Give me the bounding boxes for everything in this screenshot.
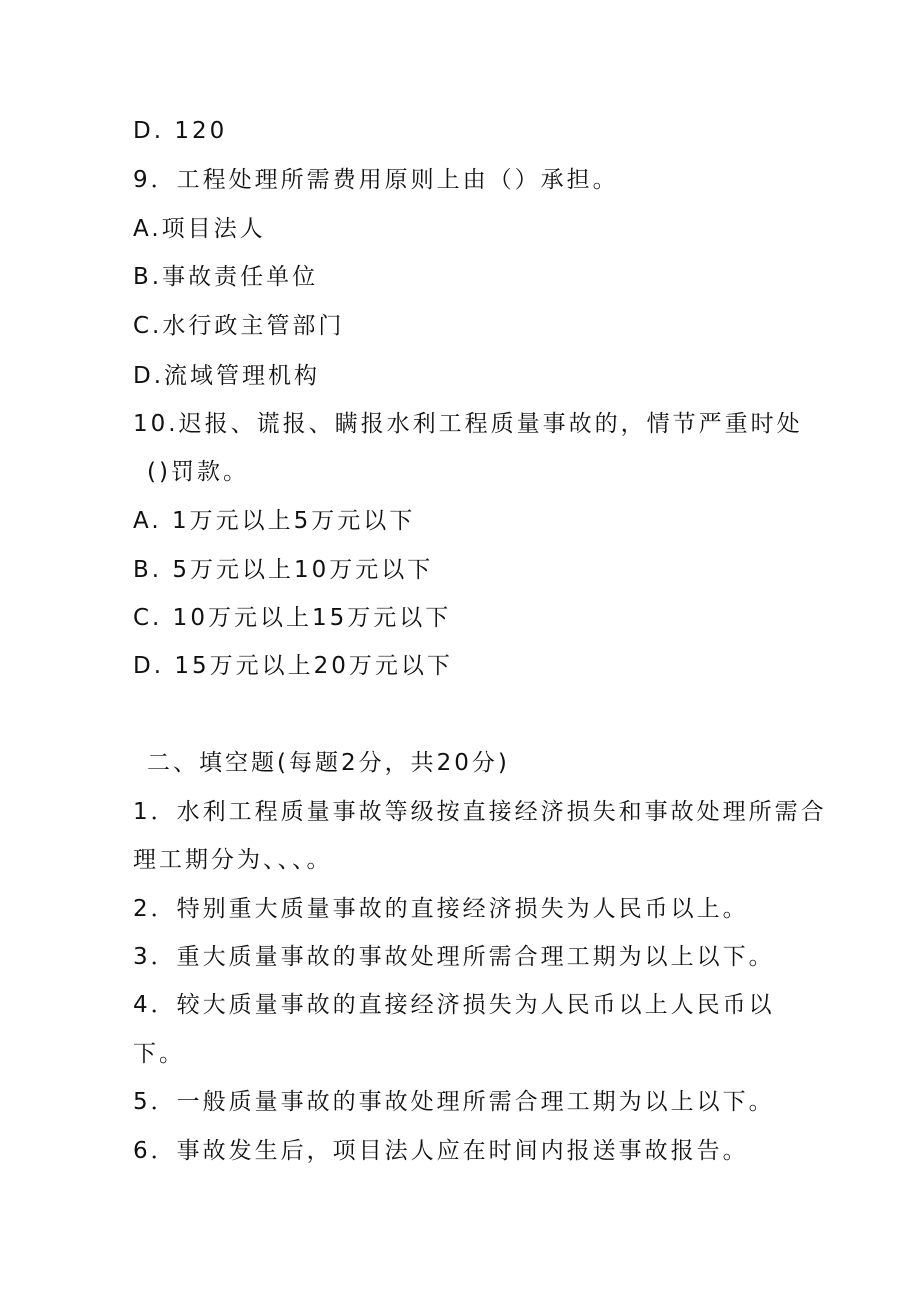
- question-10-continued: ()罚款。: [147, 459, 249, 485]
- question-10: 10.迟报、谎报、瞒报水利工程质量事故的，情节严重时处: [133, 411, 803, 437]
- fill-question-2: 2．特别重大质量事故的直接经济损失为人民币以上。: [133, 896, 749, 922]
- fill-question-6: 6．事故发生后，项目法人应在时间内报送事故报告。: [133, 1138, 749, 1164]
- option-d-q10: D. 15万元以上20万元以下: [133, 653, 453, 679]
- option-d-q9: D.流域管理机构: [133, 363, 321, 389]
- option-c-q9: C.水行政主管部门: [133, 313, 345, 339]
- fill-question-5: 5．一般质量事故的事故处理所需合理工期为以上以下。: [133, 1089, 775, 1115]
- option-b-q10: B. 5万元以上10万元以下: [133, 557, 434, 583]
- option-b-q9: B.事故责任单位: [133, 264, 319, 290]
- fill-question-1: 1．水利工程质量事故等级按直接经济损失和事故处理所需合: [133, 799, 827, 825]
- option-c-q10: C. 10万元以上15万元以下: [133, 605, 452, 631]
- fill-question-4-continued: 下。: [133, 1041, 185, 1067]
- fill-question-4: 4．较大质量事故的直接经济损失为人民币以上人民币以: [133, 992, 775, 1018]
- fill-question-3: 3．重大质量事故的事故处理所需合理工期为以上以下。: [133, 944, 775, 970]
- section-heading-fill-in: 二、填空题(每题2分，共20分): [147, 750, 510, 776]
- fill-question-1-continued: 理工期分为、、、。: [133, 847, 333, 873]
- question-9: 9．工程处理所需费用原则上由（）承担。: [133, 167, 619, 193]
- option-a-q9: A.项目法人: [133, 216, 266, 242]
- option-a-q10: A. 1万元以上5万元以下: [133, 508, 416, 534]
- option-d-q8: D. 120: [133, 118, 228, 144]
